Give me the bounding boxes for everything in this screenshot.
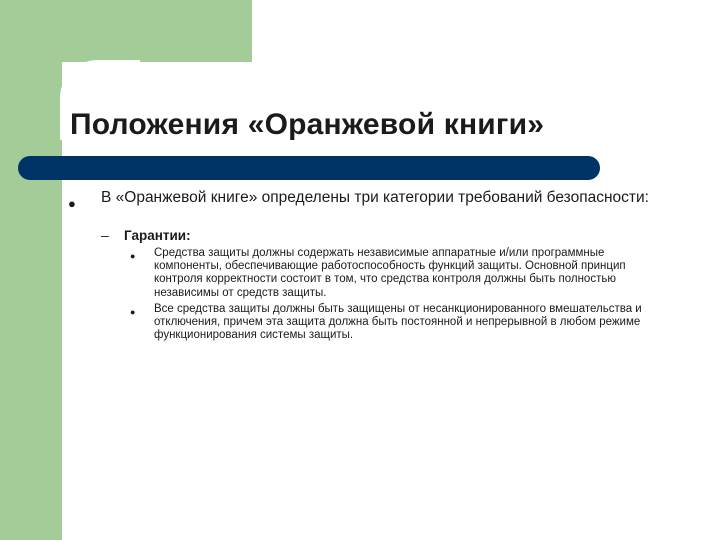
slide-title: Положения «Оранжевой книги»: [70, 108, 545, 141]
bullet-dot-icon: ●: [130, 251, 136, 261]
dash-icon: –: [101, 227, 109, 243]
bullet-dot-icon: ●: [68, 196, 76, 211]
bullet-dot-icon: ●: [130, 307, 136, 317]
bullet-level3-text: Средства защиты должны содержать независимые аппаратные и/или программные компоненты, обеспечивающие работоспособность функций защиты. Основной принцип контроля корректности состоит в том, что средства контроля должны быть полностью независимы от средств защиты.: [154, 247, 626, 299]
bullet-level2-text: Гарантии:: [124, 228, 191, 243]
bullet-level1-text: В «Оранжевой книге» определены три категории требований безопасности:: [101, 189, 649, 206]
title-underline-bar: [18, 156, 600, 180]
decor-green-left: [0, 0, 62, 540]
bullet-level3-text: Все средства защиты должны быть защищены от несанкционированного вмешательства и отключения, причем эта защита должна быть постоянной и непрерывной в любом режиме функционирования системы защиты.: [154, 303, 642, 342]
